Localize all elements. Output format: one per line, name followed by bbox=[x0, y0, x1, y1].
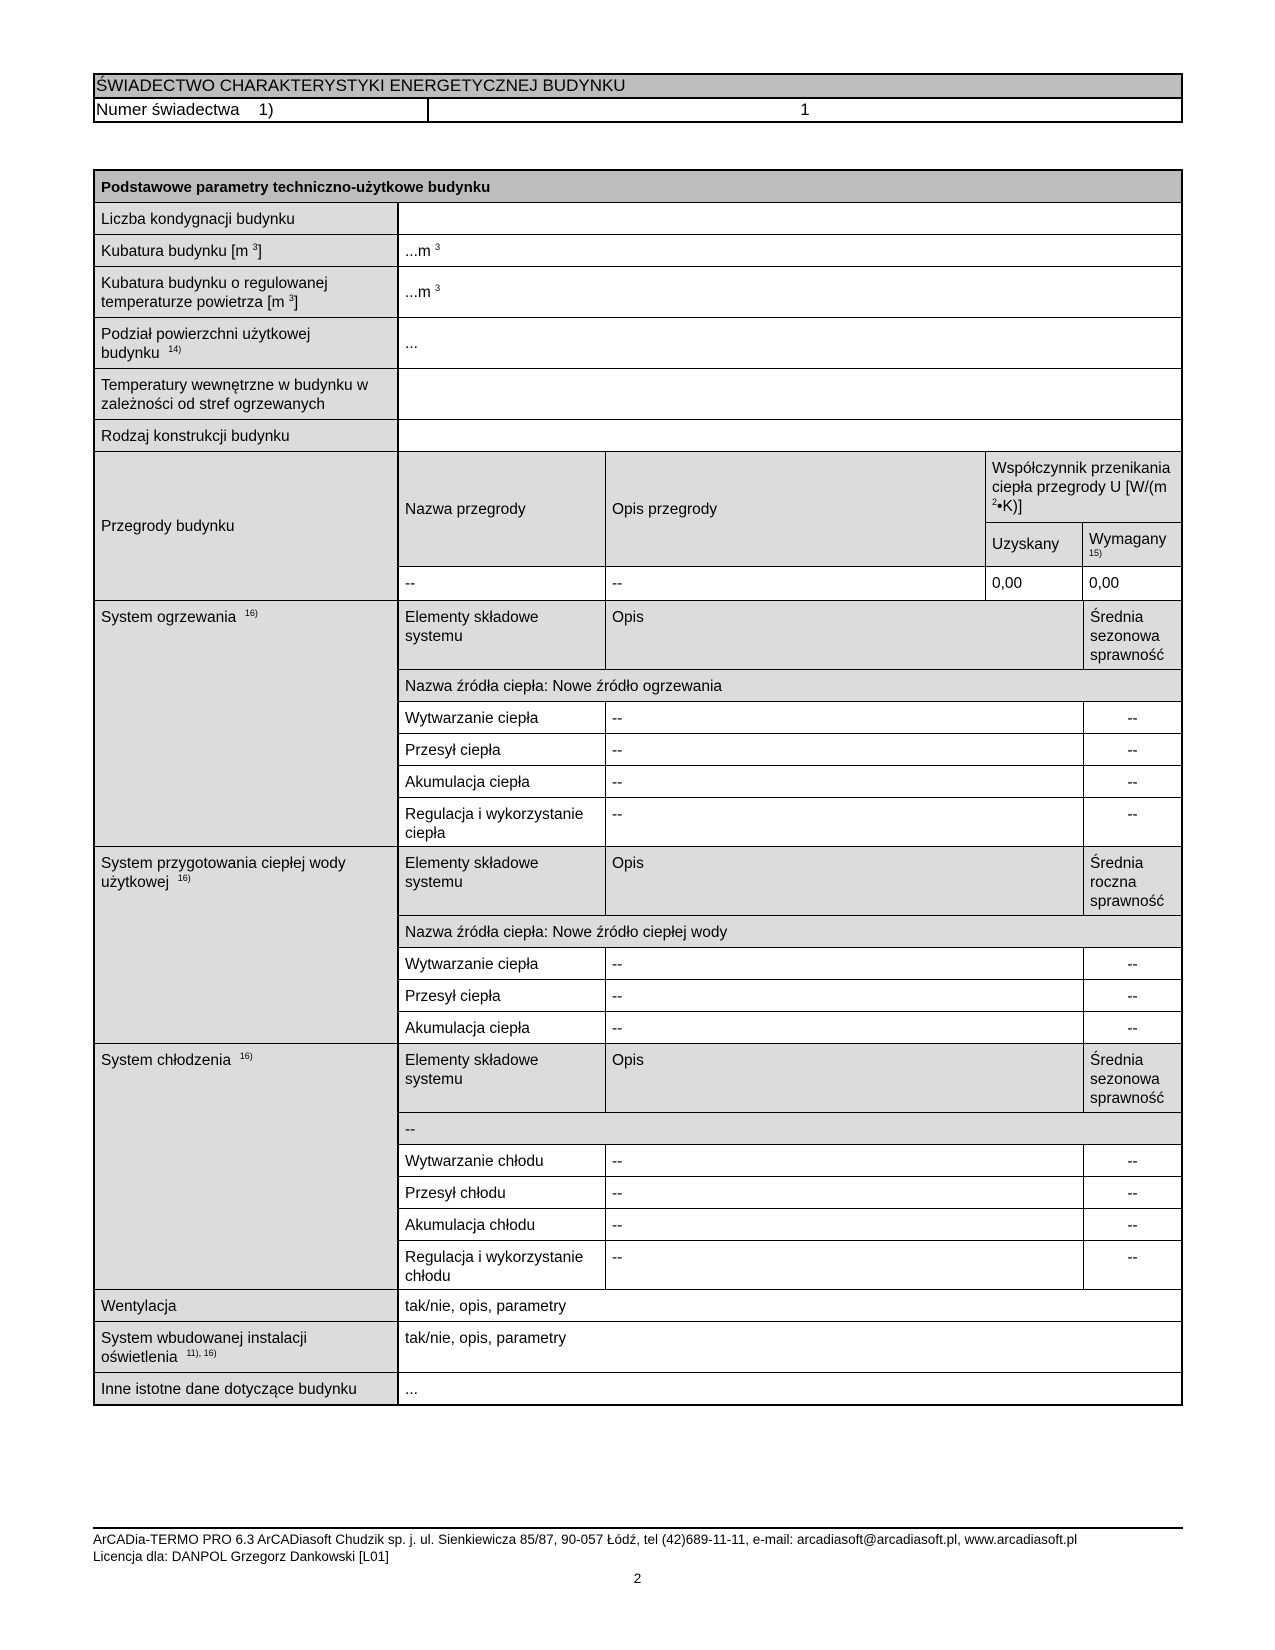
ogrzewanie-spr-0: -- bbox=[1084, 702, 1181, 733]
cwu-col-sprawnosc: Średnia roczna sprawność bbox=[1084, 847, 1181, 915]
wsp-sup: 2 bbox=[992, 496, 998, 507]
ogrzewanie-name-2: Akumulacja ciepła bbox=[399, 766, 606, 797]
chlodzenie-label-text: System chłodzenia bbox=[101, 1052, 232, 1069]
ogrzewanie-spr-1: -- bbox=[1084, 734, 1181, 765]
chlodzenie-row-2 bbox=[399, 1208, 1181, 1240]
chlodzenie-sup: 16) bbox=[239, 1050, 253, 1061]
kubatura-reg-label bbox=[95, 267, 399, 317]
chlodzenie-row-0 bbox=[399, 1144, 1181, 1176]
wentylacja-value: tak/nie, opis, parametry bbox=[399, 1290, 1181, 1321]
ogrzewanie-spr-2: -- bbox=[1084, 766, 1181, 797]
kubatura-sup: 3 bbox=[252, 241, 258, 252]
ogrzewanie-opis-0: -- bbox=[606, 702, 1084, 733]
cwu-opis-2: -- bbox=[606, 1012, 1084, 1043]
wymagany-sup: 15) bbox=[1089, 548, 1103, 558]
section-title: Podstawowe parametry techniczno-użytkowe budynku bbox=[101, 179, 491, 196]
cwu-col-elementy: Elementy składowe systemu bbox=[399, 847, 606, 915]
chlodzenie-zrodlo: -- bbox=[399, 1112, 1181, 1144]
cwu-spr-2: -- bbox=[1084, 1012, 1181, 1043]
kubatura-reg-value-text: ...m bbox=[405, 284, 431, 301]
footer-line2: Licencja dla: DANPOL Grzegorz Dankowski [L01] bbox=[93, 1549, 389, 1564]
kubatura-value-sup: 3 bbox=[435, 241, 441, 252]
page-number: 2 bbox=[633, 1571, 642, 1586]
temperatury-label: Temperatury wewnętrzne w budynku w zależności od stref ogrzewanych bbox=[95, 369, 399, 419]
inne-value: ... bbox=[399, 1373, 1181, 1404]
kubatura-reg-end: ] bbox=[293, 294, 299, 311]
przegroda-wymagany: 0,00 bbox=[1083, 567, 1181, 600]
chlodzenie-row-3 bbox=[399, 1240, 1181, 1289]
chlodzenie-row-1 bbox=[399, 1176, 1181, 1208]
wsp-end: •K)] bbox=[997, 498, 1023, 515]
number-ref: 1) bbox=[258, 100, 274, 119]
ogrzewanie-label bbox=[95, 601, 399, 846]
chlodzenie-spr-2: -- bbox=[1084, 1209, 1181, 1240]
footer-divider bbox=[93, 1527, 1183, 1529]
podzial-label1: Podział powierzchni użytkowej bbox=[101, 326, 311, 343]
przegrody-col-nazwa: Nazwa przegrody bbox=[399, 452, 606, 566]
row-chlodzenie bbox=[95, 1043, 1181, 1289]
row-konstrukcja bbox=[95, 419, 1181, 451]
row-oswietlenie bbox=[95, 1321, 1181, 1372]
certificate-number-value: 1 bbox=[800, 100, 810, 119]
certificate-title: ŚWIADECTWO CHARAKTERYSTYKI ENERGETYCZNEJ BUDYNKU bbox=[95, 75, 1181, 99]
row-inne bbox=[95, 1372, 1181, 1404]
ogrzewanie-header bbox=[399, 601, 1181, 669]
oswietlenie-label1: System wbudowanej instalacji bbox=[101, 1330, 307, 1347]
certificate-header bbox=[93, 73, 1183, 123]
chlodzenie-name-0: Wytwarzanie chłodu bbox=[399, 1145, 606, 1176]
kubatura-reg-value bbox=[399, 267, 1181, 317]
cwu-col-opis: Opis bbox=[606, 847, 1084, 915]
przegrody-col-opis: Opis przegrody bbox=[606, 452, 986, 566]
konstrukcja-label: Rodzaj konstrukcji budynku bbox=[95, 420, 399, 451]
przegrody-data-row bbox=[399, 566, 1181, 600]
oswietlenie-sup: 11), 16) bbox=[186, 1347, 217, 1358]
row-temperatury bbox=[95, 368, 1181, 419]
przegrody-body bbox=[399, 452, 1181, 600]
wentylacja-label: Wentylacja bbox=[95, 1290, 399, 1321]
wymagany-text: Wymagany bbox=[1089, 531, 1167, 548]
ogrzewanie-row-2 bbox=[399, 765, 1181, 797]
kubatura-label-text: Kubatura budynku [m bbox=[101, 243, 249, 260]
chlodzenie-col-opis: Opis bbox=[606, 1044, 1084, 1112]
cwu-name-0: Wytwarzanie ciepła bbox=[399, 948, 606, 979]
przegroda-opis: -- bbox=[606, 567, 986, 600]
certificate-number-row bbox=[95, 99, 1181, 121]
cwu-opis-1: -- bbox=[606, 980, 1084, 1011]
chlodzenie-opis-0: -- bbox=[606, 1145, 1084, 1176]
podzial-sup: 14) bbox=[168, 343, 182, 354]
number-label-text: Numer świadectwa bbox=[96, 100, 240, 119]
kubatura-reg-label2: temperaturze powietrza [m bbox=[101, 294, 285, 311]
chlodzenie-name-3: Regulacja i wykorzystanie chłodu bbox=[399, 1241, 606, 1289]
cwu-row-2 bbox=[399, 1011, 1181, 1043]
chlodzenie-label bbox=[95, 1044, 399, 1289]
ogrzewanie-spr-3: -- bbox=[1084, 798, 1181, 846]
kondygnacje-label: Liczba kondygnacji budynku bbox=[95, 203, 399, 234]
podzial-value: ... bbox=[399, 318, 1181, 368]
ogrzewanie-row-3 bbox=[399, 797, 1181, 846]
inne-label: Inne istotne dane dotyczące budynku bbox=[95, 1373, 399, 1404]
row-wentylacja bbox=[95, 1289, 1181, 1321]
ogrzewanie-row-0 bbox=[399, 701, 1181, 733]
kubatura-label bbox=[95, 235, 399, 266]
przegrody-header bbox=[399, 452, 1181, 566]
ogrzewanie-opis-2: -- bbox=[606, 766, 1084, 797]
chlodzenie-header bbox=[399, 1044, 1181, 1112]
kubatura-reg-sup: 3 bbox=[288, 292, 294, 303]
podzial-label2: budynku bbox=[101, 345, 160, 362]
kubatura-label-end: ] bbox=[257, 243, 262, 260]
przegrody-label: Przegrody budynku bbox=[95, 452, 399, 600]
ogrzewanie-col-opis: Opis bbox=[606, 601, 1084, 669]
ogrzewanie-body bbox=[399, 601, 1181, 846]
oswietlenie-value: tak/nie, opis, parametry bbox=[399, 1322, 1181, 1372]
cwu-body bbox=[399, 847, 1181, 1043]
cwu-sup: 16) bbox=[177, 872, 191, 883]
ogrzewanie-col-sprawnosc: Średnia sezonowa sprawność bbox=[1084, 601, 1181, 669]
row-przegrody bbox=[95, 451, 1181, 600]
chlodzenie-spr-3: -- bbox=[1084, 1241, 1181, 1289]
ogrzewanie-sup: 16) bbox=[244, 607, 258, 618]
chlodzenie-opis-3: -- bbox=[606, 1241, 1084, 1289]
cwu-label1: System przygotowania ciepłej wody bbox=[101, 855, 346, 872]
parameters-table bbox=[93, 169, 1183, 1406]
ogrzewanie-col-elementy: Elementy składowe systemu bbox=[399, 601, 606, 669]
cwu-header bbox=[399, 847, 1181, 915]
col-wymagany bbox=[1083, 523, 1181, 566]
ogrzewanie-opis-3: -- bbox=[606, 798, 1084, 846]
kondygnacje-value bbox=[399, 203, 1181, 234]
cwu-name-2: Akumulacja ciepła bbox=[399, 1012, 606, 1043]
konstrukcja-value bbox=[399, 420, 1181, 451]
przegrody-col-wsp bbox=[986, 452, 1181, 566]
oswietlenie-label2: oświetlenia bbox=[101, 1349, 178, 1366]
wsp-subheader bbox=[986, 522, 1181, 566]
przegroda-uzyskany: 0,00 bbox=[986, 567, 1083, 600]
wsp-header bbox=[986, 452, 1181, 522]
cwu-label2: użytkowej bbox=[101, 874, 170, 891]
cwu-zrodlo: Nazwa źródła ciepła: Nowe źródło ciepłej wody bbox=[399, 915, 1181, 947]
row-kubatura-reg bbox=[95, 266, 1181, 317]
row-ogrzewanie bbox=[95, 600, 1181, 846]
footer bbox=[93, 1531, 1077, 1565]
chlodzenie-opis-2: -- bbox=[606, 1209, 1084, 1240]
cwu-opis-0: -- bbox=[606, 948, 1084, 979]
ogrzewanie-name-1: Przesył ciepła bbox=[399, 734, 606, 765]
ogrzewanie-row-1 bbox=[399, 733, 1181, 765]
cwu-row-1 bbox=[399, 979, 1181, 1011]
row-kubatura bbox=[95, 234, 1181, 266]
ogrzewanie-name-3: Regulacja i wykorzystanie ciepła bbox=[399, 798, 606, 846]
chlodzenie-spr-1: -- bbox=[1084, 1177, 1181, 1208]
cwu-name-1: Przesył ciepła bbox=[399, 980, 606, 1011]
wsp-text: Współczynnik przenikania ciepła przegrody U [W/(m bbox=[992, 460, 1171, 496]
chlodzenie-col-elementy: Elementy składowe systemu bbox=[399, 1044, 606, 1112]
ogrzewanie-opis-1: -- bbox=[606, 734, 1084, 765]
podzial-label bbox=[95, 318, 399, 368]
chlodzenie-name-1: Przesył chłodu bbox=[399, 1177, 606, 1208]
kubatura-reg-label1: Kubatura budynku o regulowanej bbox=[101, 275, 328, 292]
footer-line1: ArCADia-TERMO PRO 6.3 ArCADiasoft Chudzik sp. j. ul. Sienkiewicza 85/87, 90-057 Łódź, tel (42)689-11-11, e-mail: arcadiasoft@arcadiasoft.pl, www.arcadiasoft.pl bbox=[93, 1532, 1078, 1547]
chlodzenie-body bbox=[399, 1044, 1181, 1289]
chlodzenie-col-sprawnosc: Średnia sezonowa sprawność bbox=[1084, 1044, 1181, 1112]
row-cwu bbox=[95, 846, 1181, 1043]
kubatura-value bbox=[399, 235, 1181, 266]
cwu-spr-0: -- bbox=[1084, 948, 1181, 979]
cwu-spr-1: -- bbox=[1084, 980, 1181, 1011]
ogrzewanie-label-text: System ogrzewania bbox=[101, 609, 237, 626]
col-uzyskany: Uzyskany bbox=[986, 523, 1083, 566]
chlodzenie-spr-0: -- bbox=[1084, 1145, 1181, 1176]
certificate-number-label bbox=[95, 99, 429, 121]
ogrzewanie-name-0: Wytwarzanie ciepła bbox=[399, 702, 606, 733]
oswietlenie-label bbox=[95, 1322, 399, 1372]
row-podzial bbox=[95, 317, 1181, 368]
chlodzenie-name-2: Akumulacja chłodu bbox=[399, 1209, 606, 1240]
row-kondygnacje bbox=[95, 202, 1181, 234]
section-title-row bbox=[95, 171, 1181, 202]
kubatura-reg-value-sup: 3 bbox=[435, 282, 441, 293]
cwu-row-0 bbox=[399, 947, 1181, 979]
ogrzewanie-zrodlo: Nazwa źródła ciepła: Nowe źródło ogrzewania bbox=[399, 669, 1181, 701]
cwu-label bbox=[95, 847, 399, 1043]
przegroda-nazwa: -- bbox=[399, 567, 606, 600]
temperatury-value bbox=[399, 369, 1181, 419]
kubatura-value-text: ...m bbox=[405, 243, 431, 260]
chlodzenie-opis-1: -- bbox=[606, 1177, 1084, 1208]
